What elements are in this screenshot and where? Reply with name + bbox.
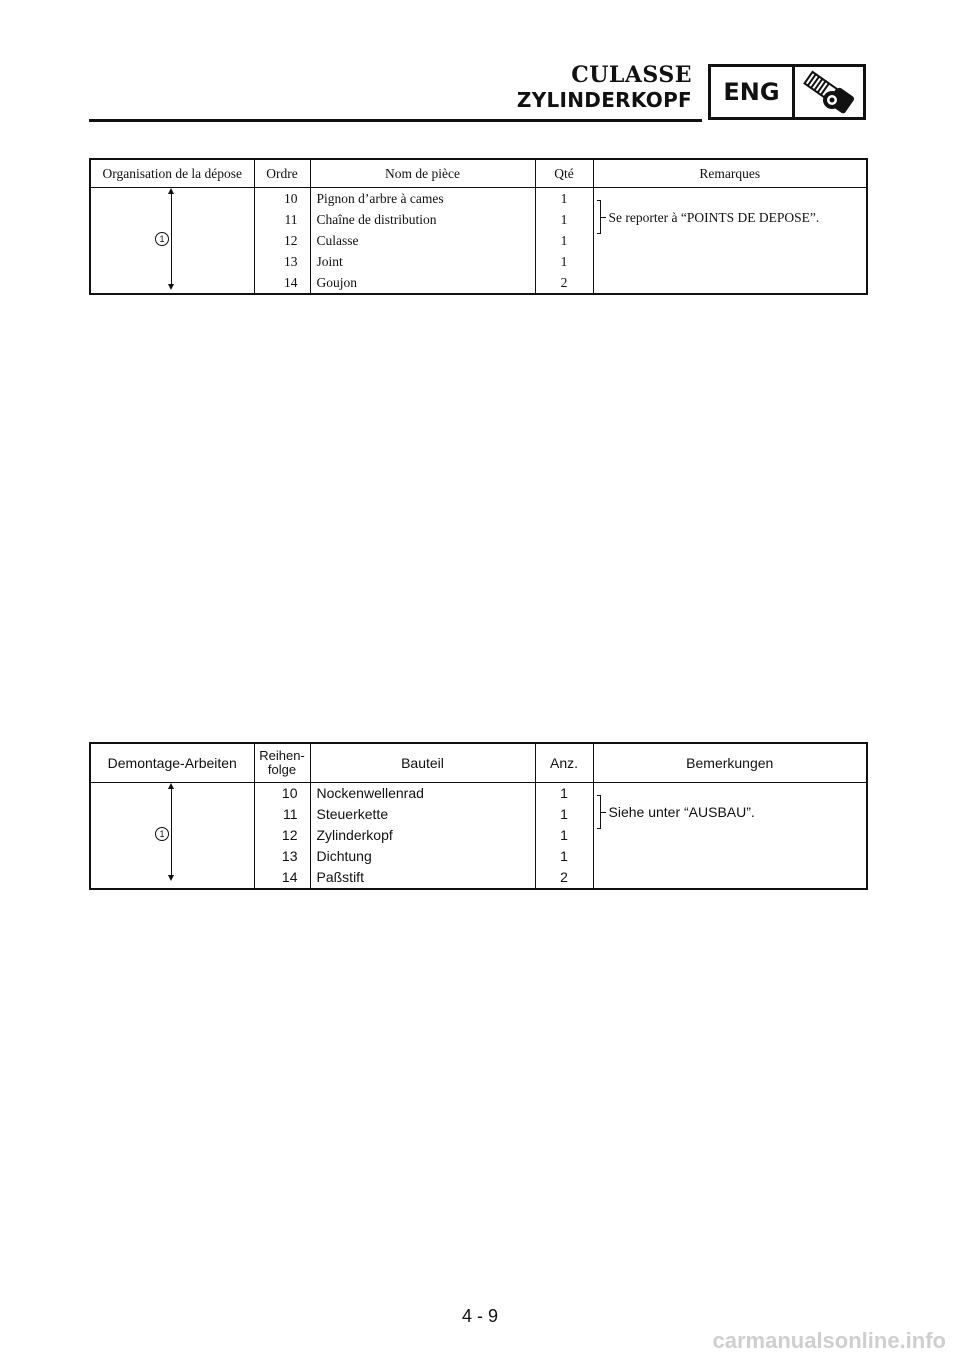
table-body xyxy=(90,188,867,295)
order-value: 11 xyxy=(284,212,298,227)
col-header-part-name: Bauteil xyxy=(310,743,535,783)
watermark-text: carmanualsonline.info xyxy=(712,1328,946,1353)
sequence-cell xyxy=(90,188,254,295)
qty-cell xyxy=(535,783,593,890)
part-name: Steuerkette xyxy=(316,806,389,822)
part-name: Paßstift xyxy=(316,869,364,885)
part-name: Goujon xyxy=(316,275,357,290)
sequence-line xyxy=(171,785,172,877)
qty-value: 1 xyxy=(560,827,568,843)
col-header-order-line1: Reihen- xyxy=(259,748,305,763)
header-rule xyxy=(89,119,702,122)
order-value: 13 xyxy=(284,254,298,269)
col-header-remarks: Bemerkungen xyxy=(593,743,867,783)
sequence-marker: 1 xyxy=(155,232,169,246)
arrow-down-icon xyxy=(168,284,174,290)
col-header-qty: Anz. xyxy=(535,743,593,783)
eng-badge-label: ENG xyxy=(711,67,795,117)
sequence-cell xyxy=(90,783,254,890)
part-name-cell xyxy=(310,188,535,295)
engine-icon xyxy=(795,67,863,117)
remarks-cell xyxy=(593,188,867,295)
table-header-row xyxy=(90,159,867,188)
removal-table-de xyxy=(89,742,868,890)
remark-text: Se reporter à “POINTS DE DEPOSE”. xyxy=(608,210,820,225)
col-header-remarks: Remarques xyxy=(593,159,867,188)
qty-value: 1 xyxy=(560,254,568,269)
col-header-part-name: Nom de pièce xyxy=(310,159,535,188)
part-name: Chaîne de distribution xyxy=(316,212,437,227)
order-value: 10 xyxy=(284,191,298,206)
removal-table-fr xyxy=(89,158,868,295)
part-name: Zylinderkopf xyxy=(316,827,393,843)
section-title-fr: CULASSE xyxy=(571,62,692,88)
order-value: 10 xyxy=(281,785,298,801)
sequence-line xyxy=(171,190,172,286)
part-name: Pignon d’arbre à cames xyxy=(316,191,444,206)
remark-bracket-tick xyxy=(601,812,606,813)
remark-text: Siehe unter “AUSBAU”. xyxy=(608,804,755,820)
col-header-sequence: Demontage-Arbeiten xyxy=(90,743,254,783)
qty-value: 2 xyxy=(560,869,568,885)
col-header-order xyxy=(254,743,310,783)
order-value: 12 xyxy=(284,233,298,248)
page-number: 4 - 9 xyxy=(461,1306,499,1326)
qty-value: 2 xyxy=(560,275,568,290)
qty-value: 1 xyxy=(560,848,568,864)
col-header-sequence: Organisation de la dépose xyxy=(90,159,254,188)
col-header-qty: Qté xyxy=(535,159,593,188)
eng-badge xyxy=(708,64,866,120)
arrow-down-icon xyxy=(168,875,174,881)
table-header-row xyxy=(90,743,867,783)
qty-value: 1 xyxy=(560,785,568,801)
order-value: 13 xyxy=(281,848,298,864)
table-body xyxy=(90,783,867,890)
sequence-marker: 1 xyxy=(155,827,169,841)
remarks-cell xyxy=(593,783,867,890)
qty-value: 1 xyxy=(560,233,568,248)
remark-bracket-tick xyxy=(601,217,606,218)
part-name: Nockenwellenrad xyxy=(316,785,424,801)
col-header-order-line2: folge xyxy=(267,762,297,777)
qty-value: 1 xyxy=(560,191,568,206)
order-value: 14 xyxy=(284,275,298,290)
order-value: 12 xyxy=(281,827,298,843)
col-header-order: Ordre xyxy=(254,159,310,188)
part-name: Joint xyxy=(316,254,343,269)
qty-value: 1 xyxy=(560,212,568,227)
order-cell xyxy=(254,783,310,890)
qty-cell xyxy=(535,188,593,295)
order-value: 14 xyxy=(281,869,298,885)
section-title-de: ZYLINDERKOPF xyxy=(516,88,692,112)
part-name-cell xyxy=(310,783,535,890)
part-name: Dichtung xyxy=(316,848,372,864)
order-cell xyxy=(254,188,310,295)
qty-value: 1 xyxy=(560,806,568,822)
order-value: 11 xyxy=(282,806,298,822)
part-name: Culasse xyxy=(316,233,359,248)
